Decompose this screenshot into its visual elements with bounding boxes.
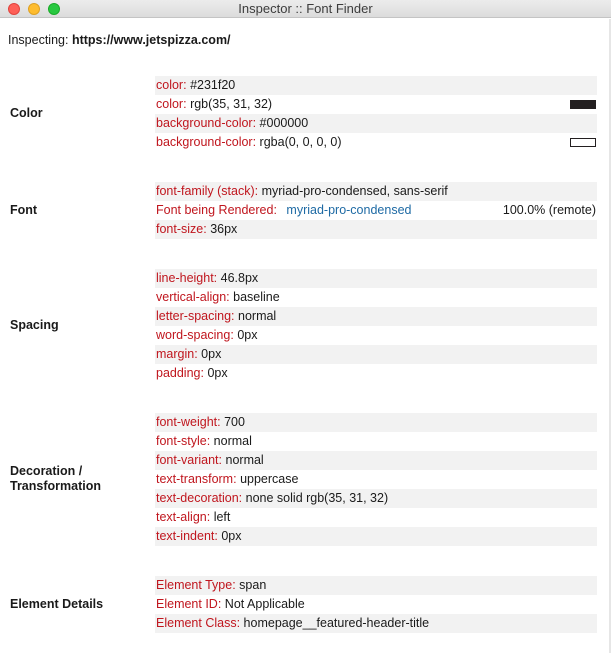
section-label-color: Color bbox=[10, 106, 43, 120]
property-row bbox=[155, 345, 597, 364]
font-coverage-percent: 100.0% (remote) bbox=[502, 203, 596, 217]
property-value: span bbox=[239, 578, 267, 592]
property-row bbox=[155, 76, 597, 95]
property-value: none solid rgb(35, 31, 32) bbox=[245, 491, 389, 505]
property-row bbox=[155, 432, 597, 451]
property-name: text-indent: bbox=[156, 529, 218, 543]
window-title: Inspector :: Font Finder bbox=[238, 1, 373, 16]
property-name: background-color: bbox=[156, 116, 257, 130]
property-row bbox=[155, 527, 597, 546]
property-value: rgba(0, 0, 0, 0) bbox=[259, 135, 342, 149]
property-value: #000000 bbox=[259, 116, 309, 130]
background-color-swatch bbox=[570, 138, 596, 147]
property-value: Not Applicable bbox=[224, 597, 305, 611]
property-name: margin: bbox=[156, 347, 198, 361]
property-name: font-weight: bbox=[156, 415, 221, 429]
property-name: font-family (stack): bbox=[156, 184, 259, 198]
title-bar bbox=[0, 0, 611, 18]
property-value: 36px bbox=[210, 222, 238, 236]
property-value: 0px bbox=[201, 347, 222, 361]
property-value: normal bbox=[225, 453, 264, 467]
property-name: color: bbox=[156, 78, 187, 92]
property-row bbox=[155, 413, 597, 432]
property-name: word-spacing: bbox=[156, 328, 234, 342]
property-value: 46.8px bbox=[220, 271, 259, 285]
property-value: homepage__featured-header-title bbox=[243, 616, 430, 630]
property-name: font-size: bbox=[156, 222, 207, 236]
property-value: uppercase bbox=[240, 472, 299, 486]
section-label-spacing: Spacing bbox=[10, 318, 59, 332]
section-label-element-details: Element Details bbox=[10, 597, 104, 611]
property-name: line-height: bbox=[156, 271, 218, 285]
property-row bbox=[155, 307, 597, 326]
property-value: left bbox=[213, 510, 231, 524]
property-value: 0px bbox=[237, 328, 258, 342]
section-label-line: Decoration / bbox=[10, 464, 83, 478]
property-row bbox=[155, 182, 597, 201]
property-value: myriad-pro-condensed, sans-serif bbox=[261, 184, 448, 198]
property-name: padding: bbox=[156, 366, 204, 380]
color-swatch bbox=[570, 100, 596, 109]
property-name: text-decoration: bbox=[156, 491, 243, 505]
rendered-font-link[interactable]: myriad-pro-condensed bbox=[286, 203, 412, 217]
property-name: letter-spacing: bbox=[156, 309, 235, 323]
inspecting-line bbox=[8, 33, 231, 47]
property-value: normal bbox=[213, 434, 252, 448]
property-row bbox=[155, 220, 597, 239]
property-name: text-align: bbox=[156, 510, 211, 524]
property-row bbox=[155, 595, 597, 614]
section-label-decoration bbox=[10, 464, 101, 494]
property-row bbox=[155, 114, 597, 133]
property-name: Element ID: bbox=[156, 597, 222, 611]
property-row bbox=[155, 576, 597, 595]
property-row bbox=[155, 288, 597, 307]
property-value: baseline bbox=[233, 290, 280, 304]
property-value: #231f20 bbox=[190, 78, 236, 92]
property-name: color: bbox=[156, 97, 187, 111]
property-name: Font being Rendered: bbox=[156, 203, 277, 217]
inspecting-label: Inspecting: bbox=[8, 33, 69, 47]
property-name: font-style: bbox=[156, 434, 211, 448]
property-name: Element Class: bbox=[156, 616, 241, 630]
section-label-line: Transformation bbox=[10, 479, 101, 493]
inspected-url: https://www.jetspizza.com/ bbox=[71, 33, 231, 47]
property-row bbox=[155, 508, 597, 527]
property-row bbox=[155, 470, 597, 489]
property-row bbox=[155, 201, 597, 220]
property-name: Element Type: bbox=[156, 578, 236, 592]
property-row bbox=[155, 489, 597, 508]
property-row bbox=[155, 133, 597, 152]
property-row bbox=[155, 95, 597, 114]
property-row bbox=[155, 269, 597, 288]
property-value: 0px bbox=[207, 366, 228, 380]
property-value: 0px bbox=[221, 529, 242, 543]
property-value: 700 bbox=[224, 415, 245, 429]
section-label-font: Font bbox=[10, 203, 38, 217]
property-name: background-color: bbox=[156, 135, 257, 149]
property-row bbox=[155, 326, 597, 345]
property-value: normal bbox=[238, 309, 277, 323]
property-name: vertical-align: bbox=[156, 290, 230, 304]
property-name: text-transform: bbox=[156, 472, 237, 486]
property-row bbox=[155, 364, 597, 383]
property-row bbox=[155, 451, 597, 470]
property-name: font-variant: bbox=[156, 453, 223, 467]
property-value: rgb(35, 31, 32) bbox=[190, 97, 273, 111]
property-row bbox=[155, 614, 597, 633]
